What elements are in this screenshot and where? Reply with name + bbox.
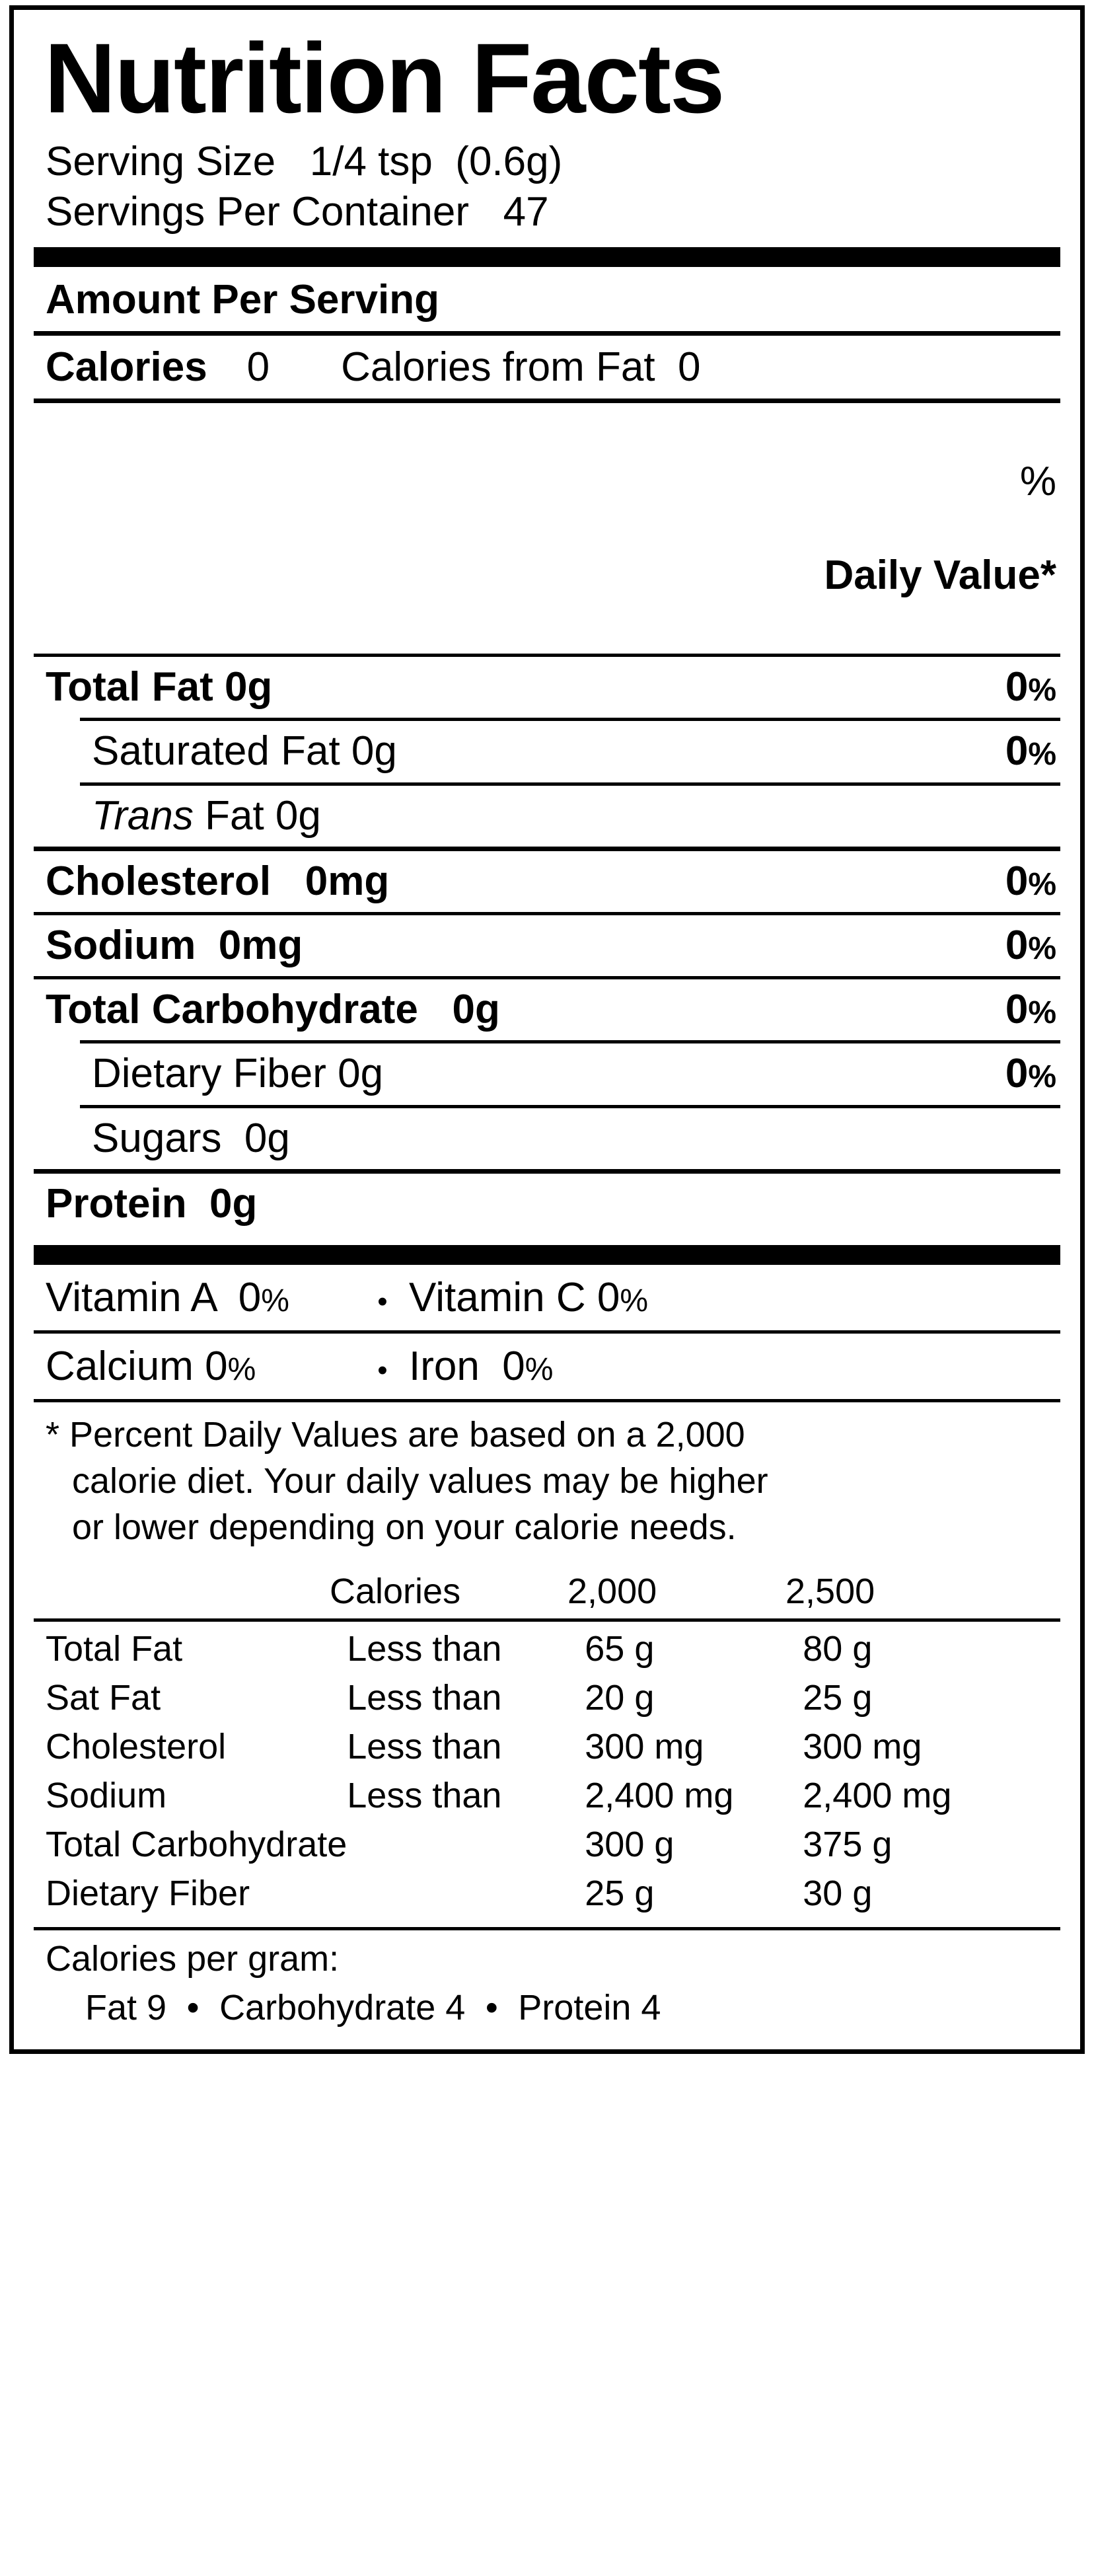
calories-per-gram-row (34, 1982, 1060, 2032)
dv-row-2000: 25 g (585, 1873, 655, 1913)
dv-row-name: Total Carbohydrate (46, 1824, 347, 1864)
nutrient-dv: 0% (1005, 923, 1056, 968)
nutrient-row-dietary-fiber (34, 1043, 1060, 1104)
nutrient-name: Protein 0g (46, 1180, 258, 1227)
calcium: Calcium 0% (46, 1343, 256, 1389)
nutrient-row-saturated-fat (34, 721, 1060, 782)
table-header-blank (34, 1567, 330, 1616)
dv-row-2500: 300 mg (803, 1726, 922, 1766)
daily-values-table-body (34, 1624, 1060, 1918)
bullet-separator-icon: • (377, 1285, 388, 1318)
table-row (34, 1820, 1060, 1869)
calories-value: 0 (246, 344, 270, 391)
table-header-2500: 2,500 (785, 1571, 875, 1611)
divider-calories (34, 398, 1060, 403)
divider-trans-fat (34, 847, 1060, 851)
cpg-carbohydrate: Carbohydrate 4 (219, 1987, 466, 2027)
trans-word: Trans (92, 792, 194, 839)
dv-row-name: Dietary Fiber (46, 1873, 250, 1913)
divider-sugars (34, 1169, 1060, 1174)
nutrient-row-sodium (34, 915, 1060, 976)
dv-row-name: Sat Fat (46, 1677, 161, 1718)
bullet-separator-icon: • (186, 1987, 200, 2027)
vitamin-row-calcium-iron (34, 1334, 1060, 1399)
dv-row-2000: 300 mg (585, 1726, 704, 1766)
table-row (34, 1771, 1060, 1820)
nutrient-row-cholesterol (34, 851, 1060, 912)
table-row (34, 1722, 1060, 1771)
footnote-line-3: or lower depending on your calorie needs. (72, 1507, 737, 1548)
table-row (34, 1624, 1060, 1673)
nutrient-name: Trans Fat 0g (92, 792, 321, 839)
calories-label: Calories (46, 344, 207, 391)
dv-row-2500: 25 g (803, 1677, 873, 1718)
dv-row-2500: 30 g (803, 1873, 873, 1913)
vitamin-c: Vitamin C 0% (409, 1274, 649, 1320)
table-row (34, 1673, 1060, 1722)
amount-per-serving: Amount Per Serving (46, 277, 439, 323)
footnote-line-2: calorie diet. Your daily values may be higher (72, 1461, 768, 1501)
dv-row-2500: 2,400 mg (803, 1775, 952, 1815)
bullet-separator-icon: • (377, 1353, 388, 1386)
nutrient-name: Sugars 0g (92, 1115, 290, 1161)
nutrient-row-total-carbohydrate (34, 979, 1060, 1040)
dv-row-2000: 65 g (585, 1628, 655, 1669)
divider-thick-vitamins (34, 1245, 1060, 1265)
daily-value-percent-symbol: % (1019, 459, 1056, 505)
table-header-2000: 2,000 (567, 1571, 657, 1611)
dv-row-qualifier (347, 1820, 585, 1869)
dv-row-qualifier (347, 1869, 585, 1918)
nutrient-dv: 0% (1005, 728, 1056, 775)
nutrient-dv: 0% (1005, 664, 1056, 710)
nutrient-dv: 0% (1005, 1051, 1056, 1097)
nutrient-row-sugars (34, 1108, 1060, 1169)
nutrient-name: Total Carbohydrate 0g (46, 987, 500, 1033)
iron: Iron 0% (409, 1343, 554, 1389)
calories-from-fat: Calories from Fat 0 (341, 344, 701, 391)
bullet-separator-icon: • (485, 1987, 498, 2027)
dv-row-2500: 80 g (803, 1628, 873, 1669)
dv-row-qualifier: Less than (347, 1775, 502, 1815)
cpg-fat: Fat 9 (85, 1987, 167, 2027)
daily-value-text: Daily Value* (824, 552, 1056, 599)
divider-amount (34, 331, 1060, 336)
dv-row-name: Sodium (46, 1775, 167, 1815)
nutrient-row-total-fat (34, 657, 1060, 718)
nutrient-name: Saturated Fat 0g (92, 728, 397, 775)
divider-dv-table-header (34, 1618, 1060, 1622)
table-row (34, 1869, 1060, 1918)
dv-row-2500: 375 g (803, 1824, 893, 1864)
nutrient-name: Total Fat 0g (46, 664, 273, 710)
dv-row-2000: 300 g (585, 1824, 675, 1864)
table-header-row (34, 1567, 1060, 1616)
dv-row-qualifier: Less than (347, 1677, 502, 1718)
nutrient-dv: 0% (1005, 858, 1056, 904)
calories-row (34, 336, 1060, 398)
table-header-calories: Calories (330, 1571, 461, 1611)
vitamin-row-a-c (34, 1265, 1060, 1330)
dv-row-2000: 2,400 mg (585, 1775, 734, 1815)
dv-row-name: Total Fat (46, 1628, 183, 1669)
dv-row-qualifier: Less than (347, 1726, 502, 1766)
footnote (34, 1402, 1060, 1558)
servings-per-container: Servings Per Container 47 (46, 188, 549, 235)
daily-value-header (34, 403, 1060, 654)
nutrient-name: Sodium 0mg (46, 923, 303, 968)
nutrient-row-protein (34, 1174, 1060, 1234)
nutrition-facts-panel (9, 5, 1085, 2054)
vitamin-a: Vitamin A 0% (46, 1274, 289, 1320)
nutrient-row-trans-fat (34, 786, 1060, 847)
calories-per-gram-label: Calories per gram: (46, 1938, 340, 1979)
serving-size: Serving Size 1/4 tsp (0.6g) (46, 139, 563, 184)
nutrient-name: Cholesterol 0mg (46, 858, 390, 904)
nutrient-dv: 0% (1005, 987, 1056, 1033)
dv-row-2000: 20 g (585, 1677, 655, 1718)
nutrient-name: Dietary Fiber 0g (92, 1051, 384, 1097)
dv-row-name: Cholesterol (46, 1726, 227, 1766)
dv-row-qualifier: Less than (347, 1628, 502, 1669)
footnote-line-1: * Percent Daily Values are based on a 2,000 (46, 1414, 745, 1455)
cpg-protein: Protein 4 (518, 1987, 661, 2027)
page-title: Nutrition Facts (44, 22, 724, 133)
daily-values-table (34, 1567, 1060, 1616)
divider-thick-top (34, 247, 1060, 267)
